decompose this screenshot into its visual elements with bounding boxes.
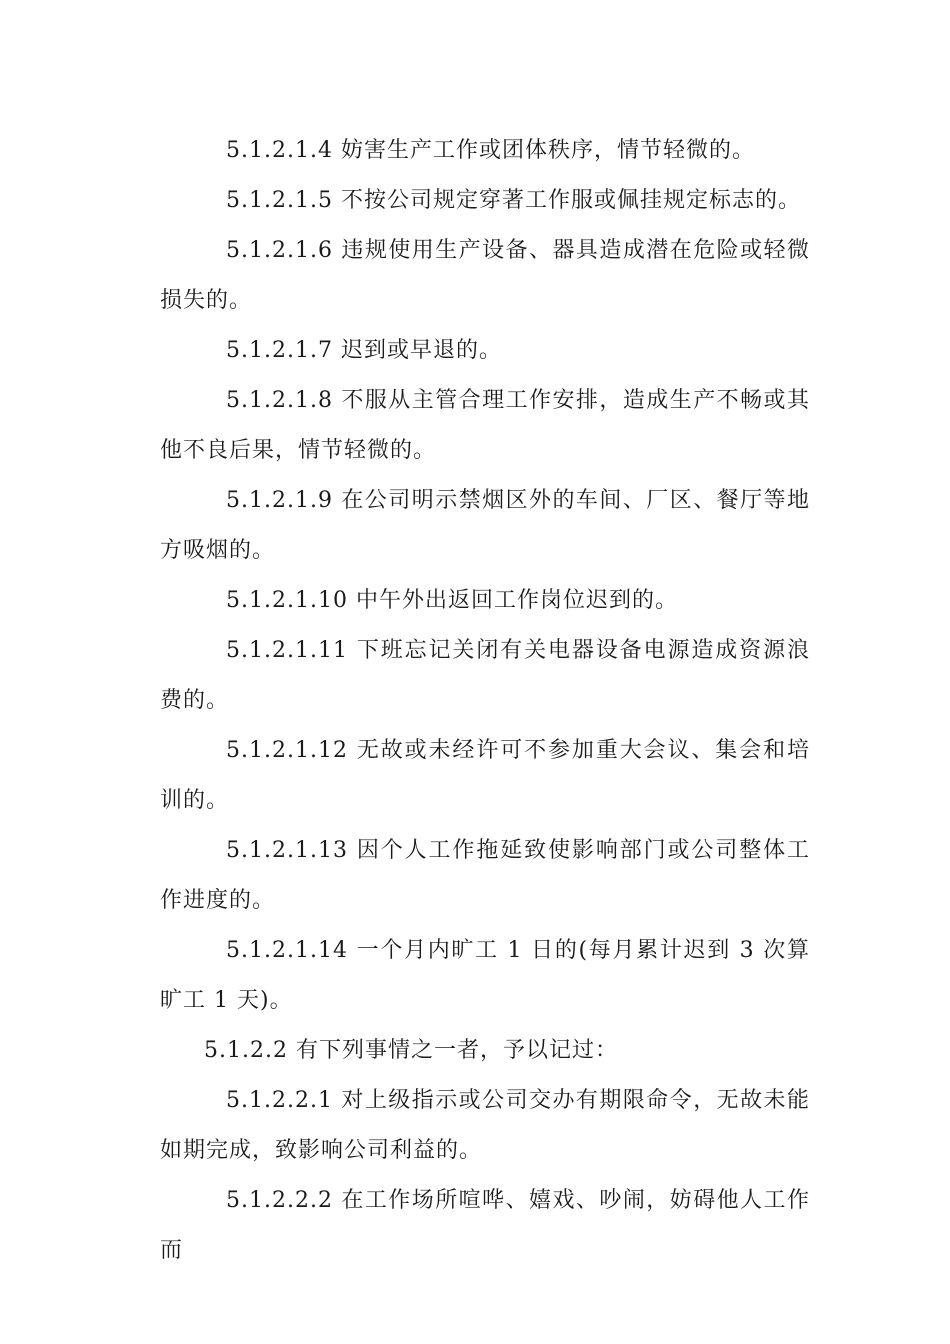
- paragraph-5-1-2-1-9: 5.1.2.1.9 在公司明示禁烟区外的车间、厂区、餐厅等地方吸烟的。: [160, 488, 810, 563]
- paragraph-5-1-2-1-4: 5.1.2.1.4 妨害生产工作或团体秩序，情节轻微的。: [226, 138, 755, 163]
- paragraph-5-1-2-2-2: 5.1.2.2.2 在工作场所喧哗、嬉戏、吵闹，妨碍他人工作而: [160, 1188, 810, 1263]
- paragraph-5-1-2-1-5: 5.1.2.1.5 不按公司规定穿著工作服或佩挂规定标志的。: [226, 188, 801, 213]
- paragraph-5-1-2-1-14: 5.1.2.1.14 一个月内旷工 1 日的(每月累计迟到 3 次算旷工 1 天)。: [160, 938, 810, 1013]
- paragraph-5-1-2-1-13: 5.1.2.1.13 因个人工作拖延致使影响部门或公司整体工作进度的。: [160, 838, 810, 913]
- paragraph-5-1-2-1-8: 5.1.2.1.8 不服从主管合理工作安排，造成生产不畅或其他不良后果，情节轻微的。: [160, 388, 810, 463]
- paragraph-5-1-2-1-11: 5.1.2.1.11 下班忘记关闭有关电器设备电源造成资源浪费的。: [160, 638, 810, 713]
- paragraph-5-1-2-2-1: 5.1.2.2.1 对上级指示或公司交办有期限命令，无故未能如期完成，致影响公司利益的。: [160, 1088, 810, 1163]
- paragraph-5-1-2-1-12: 5.1.2.1.12 无故或未经许可不参加重大会议、集会和培训的。: [160, 738, 810, 813]
- paragraph-5-1-2-1-10: 5.1.2.1.10 中午外出返回工作岗位迟到的。: [226, 588, 678, 613]
- paragraph-5-1-2-1-7: 5.1.2.1.7 迟到或早退的。: [226, 338, 502, 363]
- paragraph-5-1-2-2: 5.1.2.2 有下列事情之一者，予以记过：: [204, 1038, 618, 1063]
- paragraph-5-1-2-1-6: 5.1.2.1.6 违规使用生产设备、器具造成潜在危险或轻微损失的。: [160, 238, 810, 313]
